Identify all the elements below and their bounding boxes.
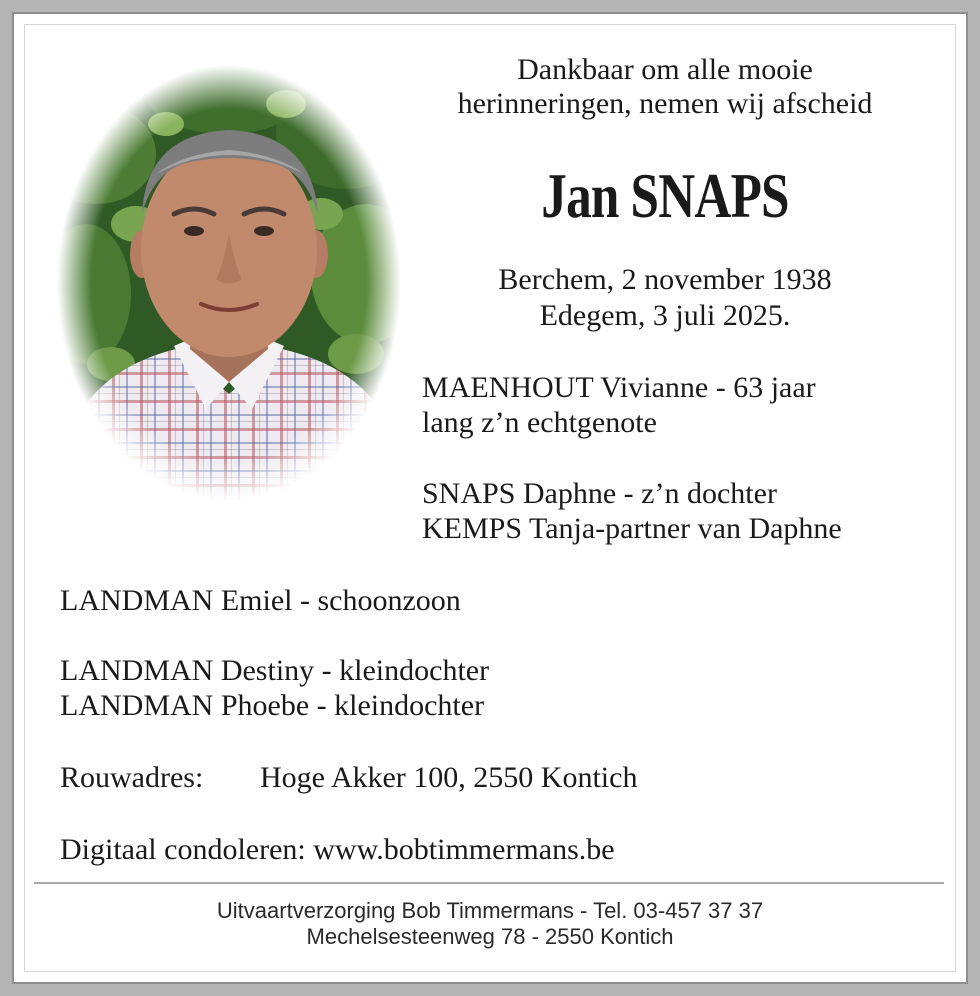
footer-line-1: Uitvaartverzorging Bob Timmermans - Tel. 03-457 37 37 (216, 898, 764, 923)
portrait-photo (56, 64, 402, 502)
address-value: Hoge Akker 100, 2550 Kontich (260, 761, 638, 794)
death-line: Edegem, 3 juli 2025. (539, 299, 791, 332)
deceased-name: Jan SNAPS (541, 160, 789, 231)
footer-divider (34, 882, 944, 884)
birth-line: Berchem, 2 november 1938 (498, 263, 832, 296)
funeral-address (60, 760, 637, 795)
daughter-line: SNAPS Daphne - z’n dochter (422, 477, 777, 510)
granddaughter-line-2: LANDMAN Phoebe - kleindochter (60, 689, 485, 722)
address-label: Rouwadres: (60, 761, 204, 794)
partner-line: KEMPS Tanja-partner van Daphne (422, 512, 842, 545)
funeral-home-footer (0, 898, 980, 950)
life-dates (410, 262, 920, 334)
opening-line-2: herinneringen, nemen wij afscheid (457, 87, 873, 120)
son-in-law-line: LANDMAN Emiel - schoonzoon (60, 584, 461, 617)
granddaughter-line-1: LANDMAN Destiny - kleindochter (60, 654, 490, 687)
footer-line-2: Mechelsesteenweg 78 - 2550 Kontich (306, 924, 674, 949)
opening-line-1: Dankbaar om alle mooie (517, 53, 813, 86)
condolences-line: Digitaal condoleren: www.bobtimmermans.be (60, 833, 615, 866)
spouse-line-2: lang z’n echtgenote (422, 406, 657, 439)
spouse-line-1: MAENHOUT Vivianne - 63 jaar (422, 371, 816, 404)
opening-text (410, 53, 920, 121)
